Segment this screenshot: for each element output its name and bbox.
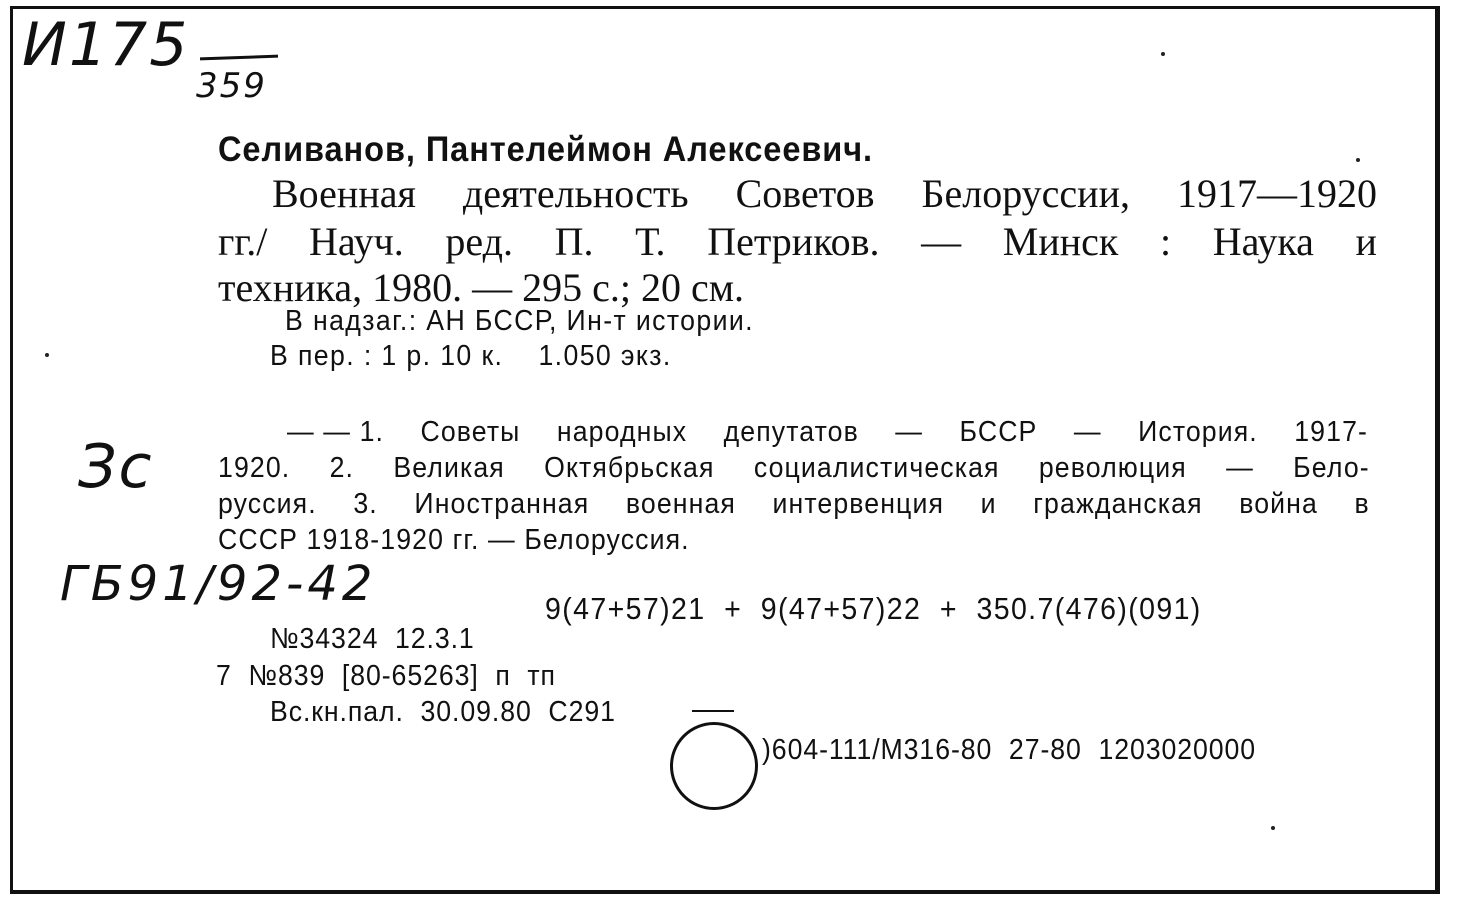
note-header: В надзаг.: АН БССР, Ин-т истории. — [285, 305, 754, 337]
word: Бело- — [1293, 452, 1370, 484]
subject-line-4: СССР 1918-1920 гг. — Белоруссия. — [218, 524, 690, 556]
word: — — [895, 416, 924, 448]
circle-stamp-icon — [670, 722, 758, 810]
call-number-sub: 359 — [196, 66, 267, 106]
title-line-2 — [218, 219, 1377, 264]
word: 2. — [329, 452, 355, 484]
word: народных — [556, 416, 688, 448]
subject-line-3 — [218, 490, 1370, 519]
word: ред. — [445, 219, 513, 264]
word: — — [921, 219, 962, 264]
word: Иностранная — [414, 488, 590, 520]
word: гг./ — [218, 219, 268, 264]
word: Минск — [1002, 219, 1119, 264]
word: интервенция — [772, 488, 945, 520]
handwritten-inventory: ГБ91/92-42 — [60, 556, 377, 612]
catalog-code: )604-111/М316-80 27-80 1203020000 — [762, 734, 1257, 766]
call-number-main: И175 — [22, 10, 190, 80]
word: руссия. — [218, 488, 317, 520]
word: Октябрьская — [544, 452, 715, 484]
word: — — 1. — [287, 416, 385, 448]
stamp-tick-mark — [692, 710, 734, 712]
word: Т. — [635, 219, 666, 264]
word: 1917- — [1294, 416, 1368, 448]
subject-line-1 — [287, 418, 1368, 447]
title-line-3: техника, 1980. — 295 с.; 20 см. — [218, 265, 745, 310]
word: социалистическая — [753, 452, 1000, 484]
word: БССР — [959, 416, 1038, 448]
speck — [1161, 52, 1165, 56]
word: 1920. — [218, 452, 291, 484]
book-chamber-date: Вс.кн.пал. 30.09.80 С291 — [270, 696, 616, 728]
word: 1917—1920 — [1176, 171, 1377, 216]
word: П. — [554, 219, 594, 264]
word: Советы — [420, 416, 521, 448]
word: и — [1355, 219, 1377, 264]
title-line-1 — [272, 171, 1377, 216]
word: — — [1073, 416, 1102, 448]
word: Науч. — [309, 219, 404, 264]
word: Советов — [735, 171, 875, 216]
subject-line-2 — [218, 454, 1370, 483]
speck — [45, 353, 49, 357]
word: История. — [1138, 416, 1258, 448]
word: война — [1239, 488, 1318, 520]
word: в — [1354, 488, 1370, 520]
word: гражданская — [1033, 488, 1203, 520]
word: Военная — [272, 171, 416, 216]
note-price: В пер. : 1 р. 10 к. 1.050 экз. — [270, 340, 672, 372]
word: 3. — [353, 488, 378, 520]
word: : — [1159, 219, 1172, 264]
order-number: №34324 12.3.1 — [270, 623, 475, 655]
speck — [1271, 826, 1275, 830]
word: деятельность — [462, 171, 689, 216]
word: военная — [625, 488, 736, 520]
word: революция — [1038, 452, 1187, 484]
word: Белоруссии, — [921, 171, 1130, 216]
word: и — [980, 488, 997, 520]
word: Наука — [1212, 219, 1314, 264]
author-heading: Селиванов, Пантелеймон Алексеевич. — [218, 130, 874, 169]
speck — [1356, 158, 1360, 162]
word: депутатов — [723, 416, 859, 448]
classification-index: 9(47+57)21 + 9(47+57)22 + 350.7(476)(091) — [545, 591, 1202, 626]
word: Великая — [393, 452, 505, 484]
word: — — [1226, 452, 1254, 484]
word: Петриков. — [707, 219, 880, 264]
handwritten-mark: Зс — [78, 432, 154, 502]
print-code: 7 №839 [80-65263] п тп — [216, 660, 556, 692]
